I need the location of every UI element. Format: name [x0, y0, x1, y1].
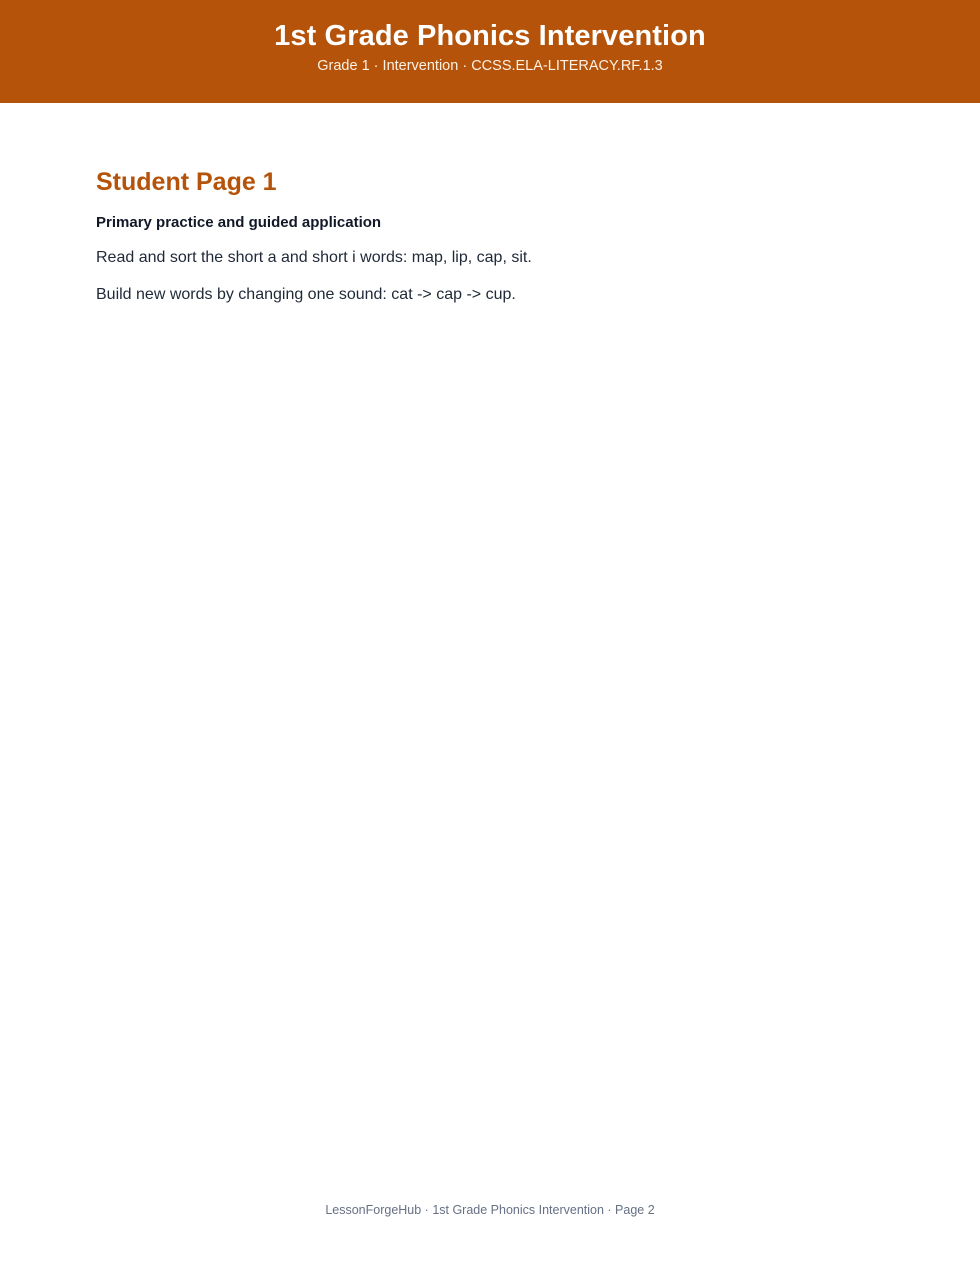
page-header [0, 0, 980, 103]
document-title: 1st Grade Phonics Intervention [274, 20, 706, 52]
section-subtitle: Primary practice and guided application [96, 214, 382, 231]
page-footer: LessonForgeHub · 1st Grade Phonics Intervention · Page 2 [325, 1203, 655, 1217]
main-content [96, 166, 886, 306]
instruction-paragraph-1: Read and sort the short a and short i words: map, lip, cap, sit. [96, 249, 532, 266]
section-title: Student Page 1 [96, 168, 277, 196]
document-subtitle: Grade 1 · Intervention · CCSS.ELA-LITERACY.RF.1.3 [317, 58, 663, 74]
instruction-paragraph-2: Build new words by changing one sound: cat -> cap -> cup. [96, 286, 516, 303]
